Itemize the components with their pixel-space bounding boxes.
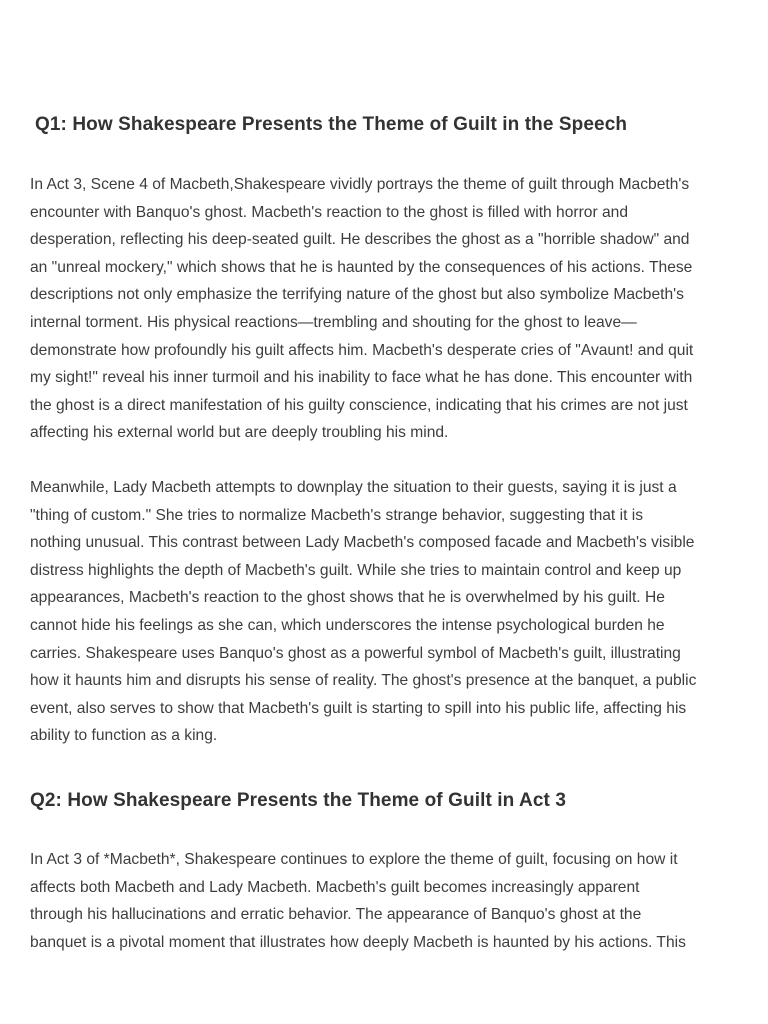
text-line: internal torment. His physical reactions—trembling and shouting for the ghost to leave— [30,313,637,331]
text-line: Meanwhile, Lady Macbeth attempts to downplay the situation to their guests, saying it is just a [30,479,677,496]
paragraph-q1-2 [30,474,742,750]
text-line: an "unreal mockery," which shows that he is haunted by the consequences of his actions. These [30,258,693,276]
paragraph-q2-1 [30,846,742,956]
text-line: descriptions not only emphasize the terrifying nature of the ghost but also symbolize Macbeth's [30,286,684,304]
text-line: carries. Shakespeare uses Banquo's ghost as a powerful symbol of Macbeth's guilt, illustrating [30,644,681,662]
text-line: banquet is a pivotal moment that illustrates how deeply Macbeth is haunted by his actions. This [30,933,686,951]
text-line: through his hallucinations and erratic behavior. The appearance of Banquo's ghost at the [30,906,642,924]
text-line: nothing unusual. This contrast between Lady Macbeth's composed facade and Macbeth's visible [30,534,695,552]
text-line: In Act 3, Scene 4 of Macbeth,Shakespeare vividly portrays the theme of guilt through Macbeth's [30,176,690,193]
text-line: encounter with Banquo's ghost. Macbeth's reaction to the ghost is filled with horror and [30,203,628,221]
text-line: distress highlights the depth of Macbeth's guilt. While she tries to maintain control and keep up [30,561,682,579]
text-line: desperation, reflecting his deep-seated guilt. He describes the ghost as a "horrible shadow" and [30,231,690,249]
text-line: affects both Macbeth and Lady Macbeth. Macbeth's guilt becomes increasingly apparent [30,878,640,896]
section-heading-q2: Q2: How Shakespeare Presents the Theme of Guilt in Act 3 [30,790,566,811]
paragraph-q1-1 [30,171,742,447]
text-line: event, also serves to show that Macbeth's guilt is starting to spill into his public life, affecting his [30,699,687,717]
text-line: affecting his external world but are deeply troubling his mind. [30,424,449,442]
text-line: demonstrate how profoundly his guilt affects him. Macbeth's desperate cries of "Avaunt! and quit [30,341,694,359]
text-line: my sight!" reveal his inner turmoil and his inability to face what he has done. This encounter with [30,369,693,387]
text-line: how it haunts him and disrupts his sense of reality. The ghost's presence at the banquet, a public [30,672,697,690]
text-line: appearances, Macbeth's reaction to the ghost shows that he is overwhelmed by his guilt. He [30,589,665,607]
text-line: ability to function as a king. [30,727,218,745]
text-line: "thing of custom." She tries to normalize Macbeth's strange behavior, suggesting that it is [30,506,643,524]
text-line: the ghost is a direct manifestation of his guilty conscience, indicating that his crimes are not just [30,396,688,414]
section-heading-q1: Q1: How Shakespeare Presents the Theme of Guilt in the Speech [35,114,628,135]
text-line: In Act 3 of *Macbeth*, Shakespeare continues to explore the theme of guilt, focusing on how it [30,851,678,868]
text-line: cannot hide his feelings as she can, which underscores the intense psychological burden he [30,616,665,634]
